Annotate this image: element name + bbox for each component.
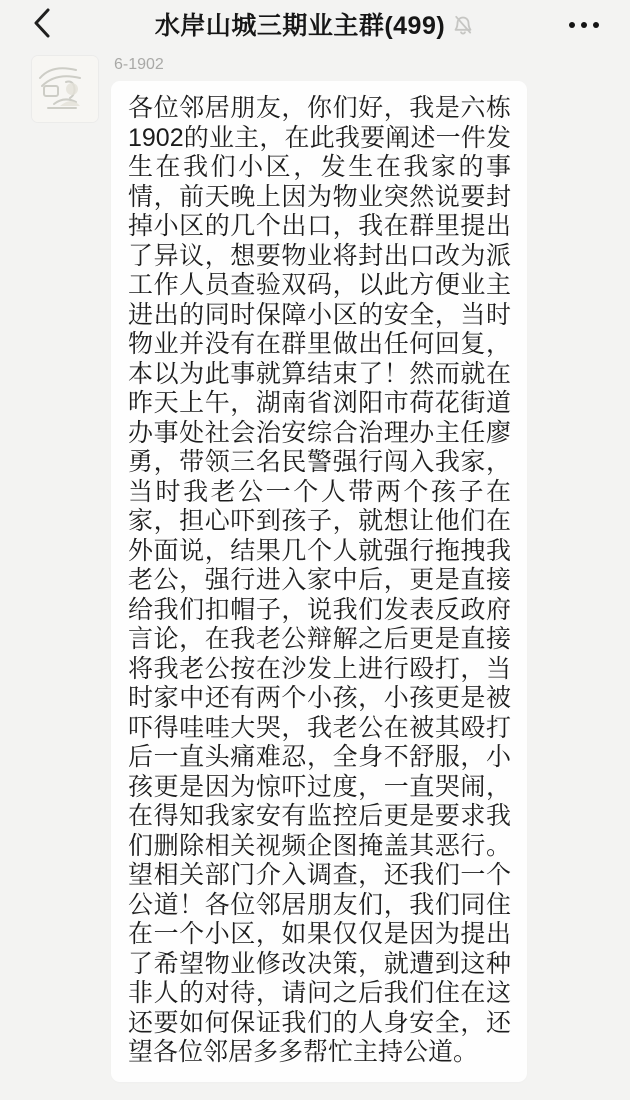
- message-bubble[interactable]: [111, 81, 527, 1082]
- chat-message-row: [0, 50, 630, 1082]
- more-icon: [569, 22, 575, 28]
- message-text: 各位邻居朋友，你们好，我是六栋1902的业主，在此我要阐述一件发生在我们小区，发生在我家的事情，前天晚上因为物业突然说要封掉小区的几个出口，我在群里提出了异议，想要物业将封出口改为派工作人员查验双码，以此方便业主进出的同时保障小区的安全，当时物业并没有在群里做出任何回复，本以为此事就算结束了！然而就在昨天上午，湖南省浏阳市荷花街道办事处社会治安综合治理办主任廖勇，带领三名民警强行闯入我家，当时我老公一个人带两个孩子在家，担心吓到孩子，就想让他们在外面说，结果几个人就强行拖拽我老公，强行进入家中后，更是直接给我们扣帽子，说我们发表反政府言论，在我老公辩解之后更是直接将我老公按在沙发上进行殴打，当时家中还有两个小孩，小孩更是被吓得哇哇大哭，我老公在被其殴打后一直头痛难忍，全身不舒服，小孩更是因为惊吓过度，一直哭闹，在得知我家安有监控后更是要求我们删除相关视频企图掩盖其恶行。望相关部门介入调查，还我们一个公道！各位邻居朋友们，我们同住在一个小区，如果仅仅是因为提出了希望物业修改决策，就遭到这种非人的对待，请问之后我们住在这还要如何保证我们的人身安全，还望各位邻居多多帮忙主持公道。: [128, 94, 511, 1066]
- message-column: [111, 56, 527, 1082]
- avatar[interactable]: [32, 56, 98, 122]
- sender-name: 6-1902: [114, 56, 164, 73]
- chat-title: 水岸山城三期业主群(499): [154, 12, 446, 40]
- more-menu-button[interactable]: [560, 12, 608, 38]
- more-icon: [593, 22, 599, 28]
- chat-title-area: [0, 6, 630, 42]
- muted-bell-icon: [451, 13, 475, 37]
- more-icon: [581, 22, 587, 28]
- chat-navbar: [0, 0, 630, 50]
